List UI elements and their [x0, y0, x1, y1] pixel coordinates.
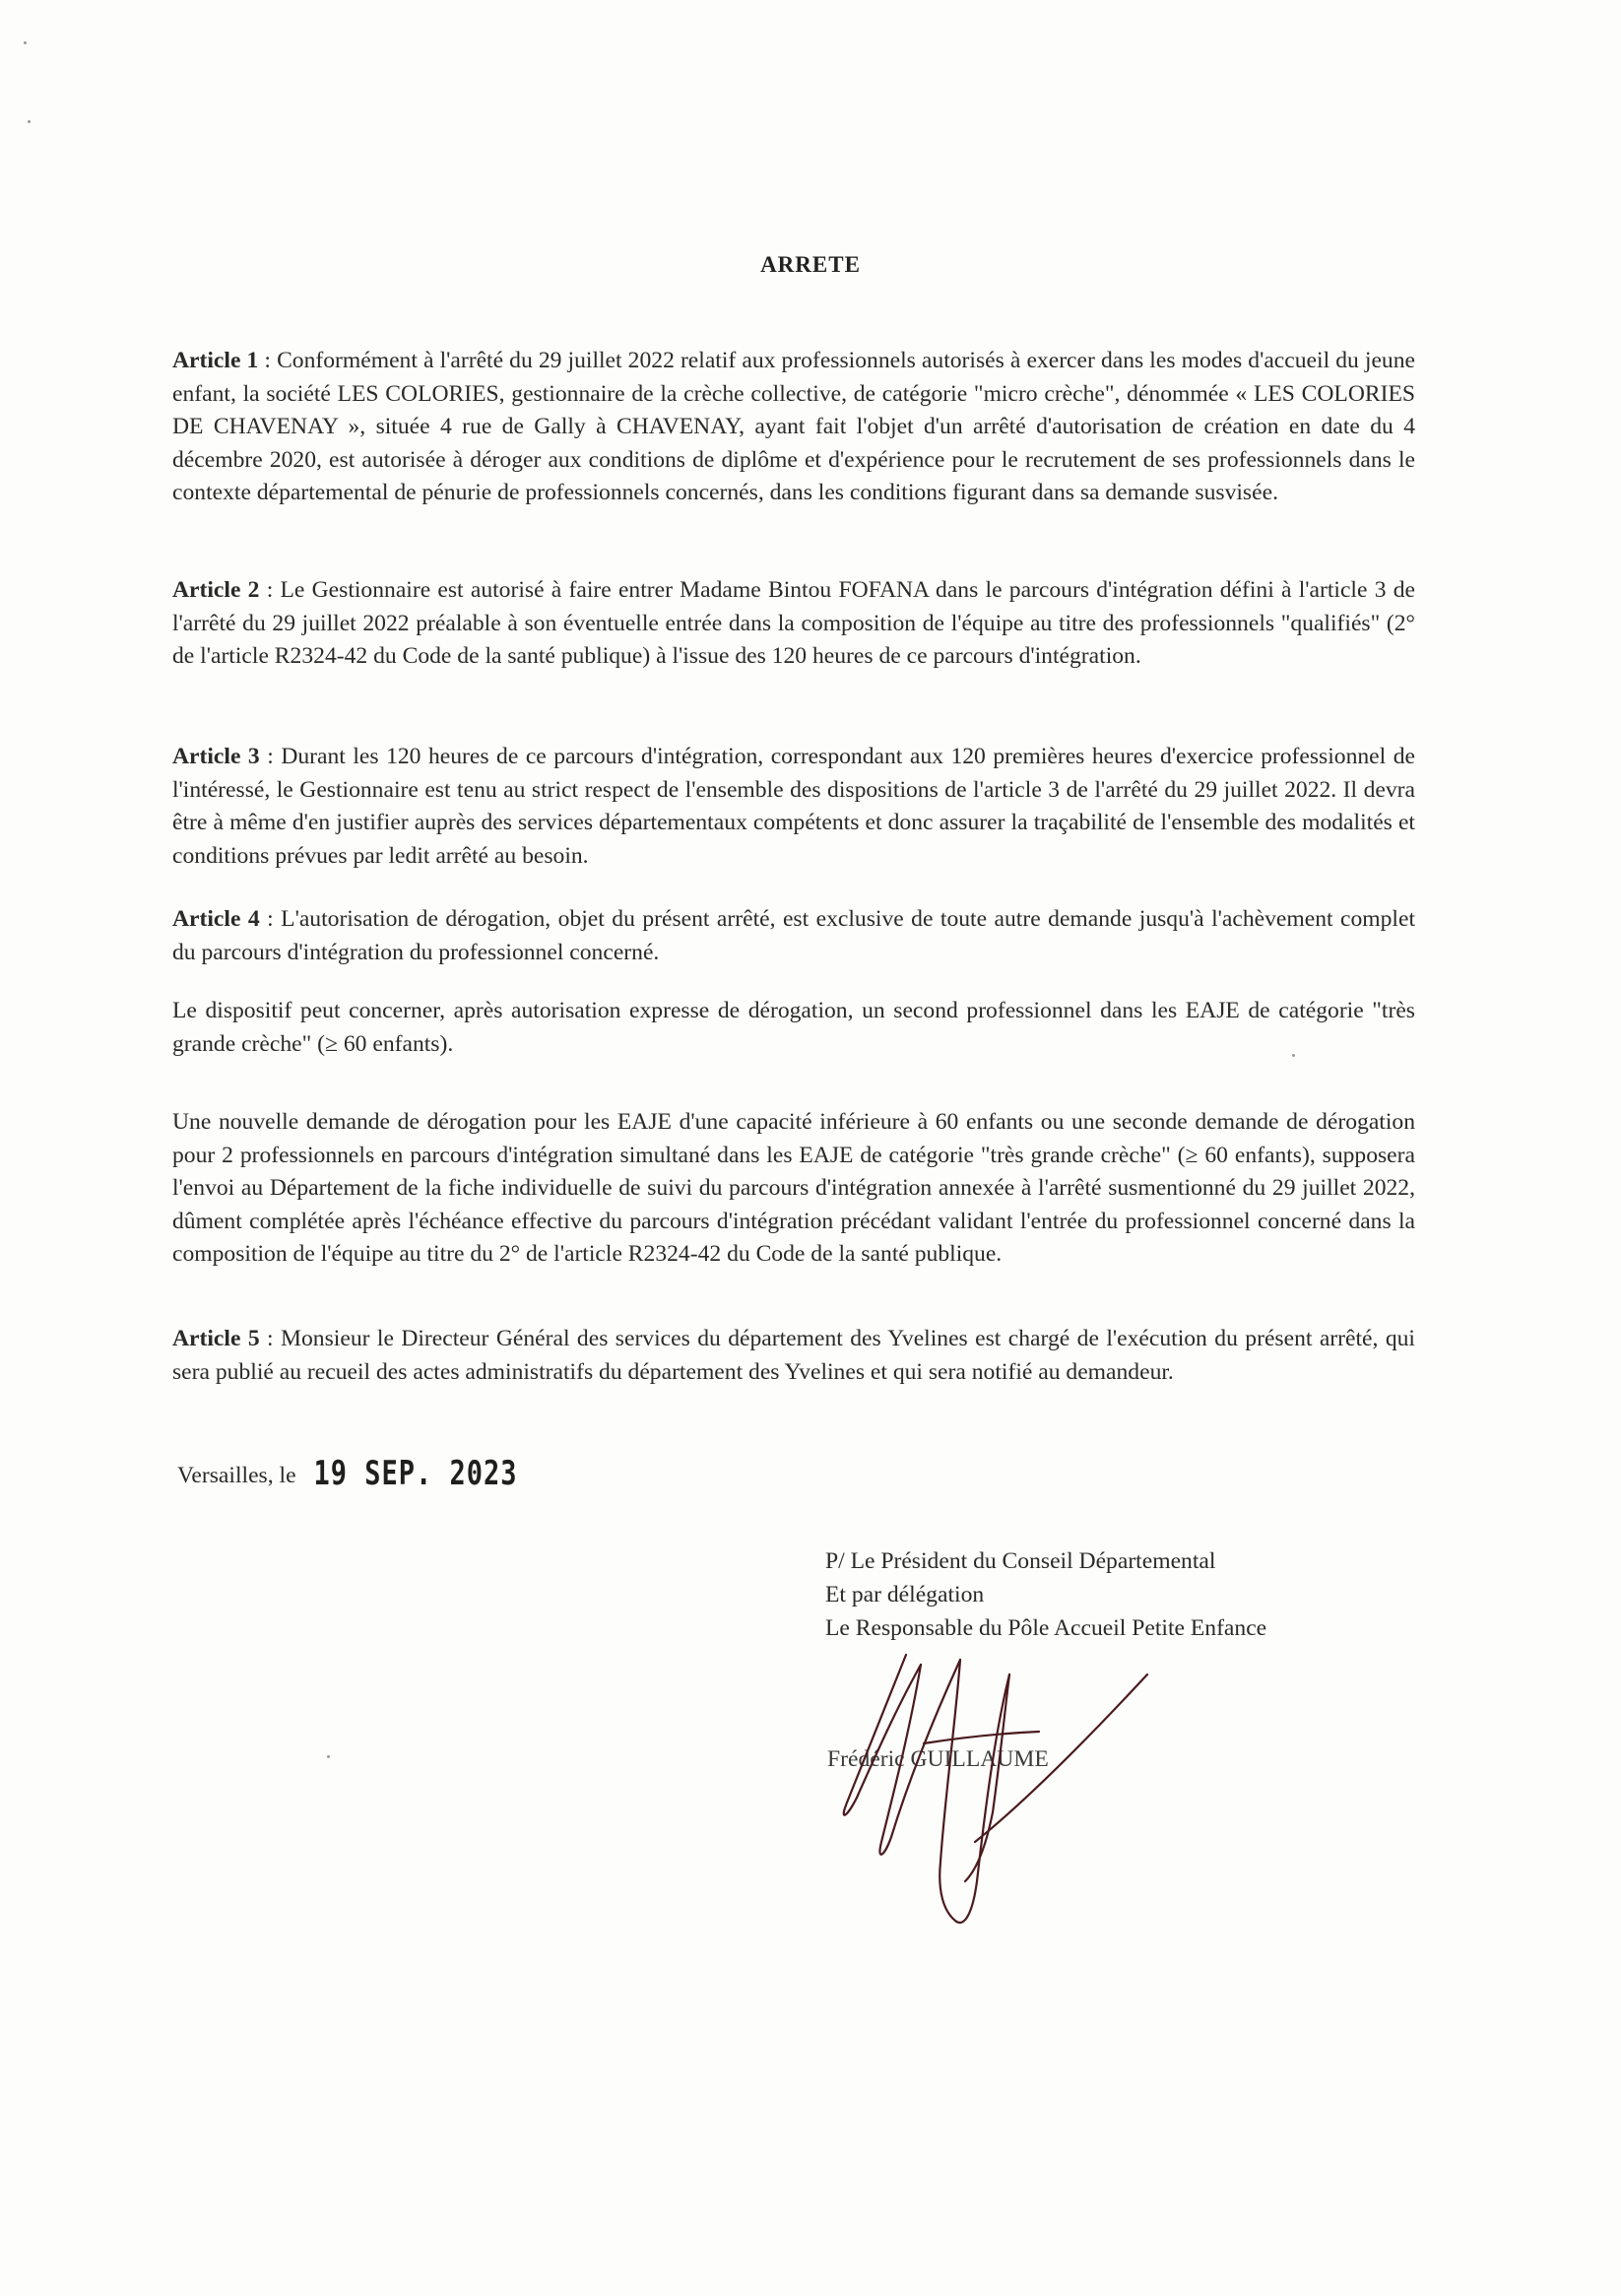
article-3-paragraph	[172, 741, 1415, 873]
article-1-label: Article 1	[172, 348, 259, 373]
article-1-paragraph	[172, 345, 1415, 510]
signatory-line-3: Le Responsable du Pôle Accueil Petite Enfance	[825, 1615, 1267, 1641]
paper-speck	[24, 41, 27, 44]
paper-speck	[28, 120, 31, 123]
article-3-label: Article 3	[172, 744, 260, 769]
handwritten-signature	[827, 1615, 1152, 1950]
article-4-paragraph-3: Une nouvelle demande de dérogation pour les EAJE d'une capacité inférieure à 60 enfants ou une seconde demande de dérogation pour 2 professionnels en parcours d'intégration simultané dans les EAJE de catégorie "très grande crèche" (≥ 60 enfants), supposera l'envoi au Département de la fiche individuelle de suivi du parcours d'intégration annexée à l'arrêté susmentionné du 29 juillet 2022, dûment complétée après l'échéance effective du parcours d'intégration précédant validant l'entrée du professionnel concerné dans la composition de l'équipe au titre du 2° de l'article R2324-42 du Code de la santé publique.	[172, 1109, 1415, 1268]
article-2-label: Article 2	[172, 577, 260, 603]
article-3-text: : Durant les 120 heures de ce parcours d'intégration, correspondant aux 120 premières heures d'exercice professionnel de l'intéressé, le Gestionnaire est tenu au strict respect de l'ensemble des dispositions de l'article 3 de l'arrêté du 29 juillet 2022. Il devra être à même d'en justifier auprès des services départementaux compétents et donc assurer la traçabilité de l'ensemble des modalités et conditions prévues par ledit arrêté au besoin.	[172, 744, 1415, 869]
article-4-text: : L'autorisation de dérogation, objet du présent arrêté, est exclusive de toute autre demande jusqu'à l'achèvement complet du parcours d'intégration du professionnel concerné.	[172, 906, 1415, 965]
article-5-paragraph	[172, 1323, 1415, 1389]
article-2-text: : Le Gestionnaire est autorisé à faire entrer Madame Bintou FOFANA dans le parcours d'intégration défini à l'article 3 de l'arrêté du 29 juillet 2022 préalable à son éventuelle entrée dans la composition de l'équipe au titre des professionnels "qualifiés" (2° de l'article R2324-42 du Code de la santé publique) à l'issue des 120 heures de ce parcours d'intégration.	[172, 577, 1416, 670]
article-4-paragraph	[172, 903, 1415, 969]
article-2-paragraph	[172, 574, 1415, 674]
signatory-line-2: Et par délégation	[825, 1582, 985, 1607]
paper-speck	[1292, 1054, 1295, 1057]
article-1-text: : Conformément à l'arrêté du 29 juillet 2022 relatif aux professionnels autorisés à exercer dans les modes d'accueil du jeune enfant, la société LES COLORIES, gestionnaire de la crèche collective, de catégorie "micro crèche", dénommée « LES COLORIES DE CHAVENAY », située 4 rue de Gally à CHAVENAY, ayant fait l'objet d'un arrêté d'autorisation de création en date du 4 décembre 2020, est autorisée à déroger aux conditions de diplôme et d'expérience pour le recrutement de ses professionnels dans le contexte départemental de pénurie de professionnels concernés, dans les conditions figurant dans sa demande susvisée.	[172, 348, 1416, 506]
paper-speck	[327, 1755, 330, 1758]
date-prefix: Versailles, le	[177, 1463, 296, 1488]
document-title: ARRETE	[760, 252, 861, 277]
signatory-name: Frédéric GUILLAUME	[827, 1746, 1049, 1772]
article-5-text: : Monsieur le Directeur Général des services du département des Yvelines est chargé de l'exécution du présent arrêté, qui sera publié au recueil des actes administratifs du département des Yvelines et qui sera notifié au demandeur.	[172, 1326, 1415, 1385]
date-stamp: 19 SEP. 2023	[313, 1455, 518, 1493]
date-line	[177, 1455, 518, 1493]
article-4-paragraph-2: Le dispositif peut concerner, après autorisation expresse de dérogation, un second professionnel dans les EAJE de catégorie "très grande crèche" (≥ 60 enfants).	[172, 998, 1415, 1057]
article-4-label: Article 4	[172, 906, 260, 932]
article-5-label: Article 5	[172, 1326, 260, 1351]
signatory-line-1: P/ Le Président du Conseil Départemental	[825, 1548, 1216, 1574]
